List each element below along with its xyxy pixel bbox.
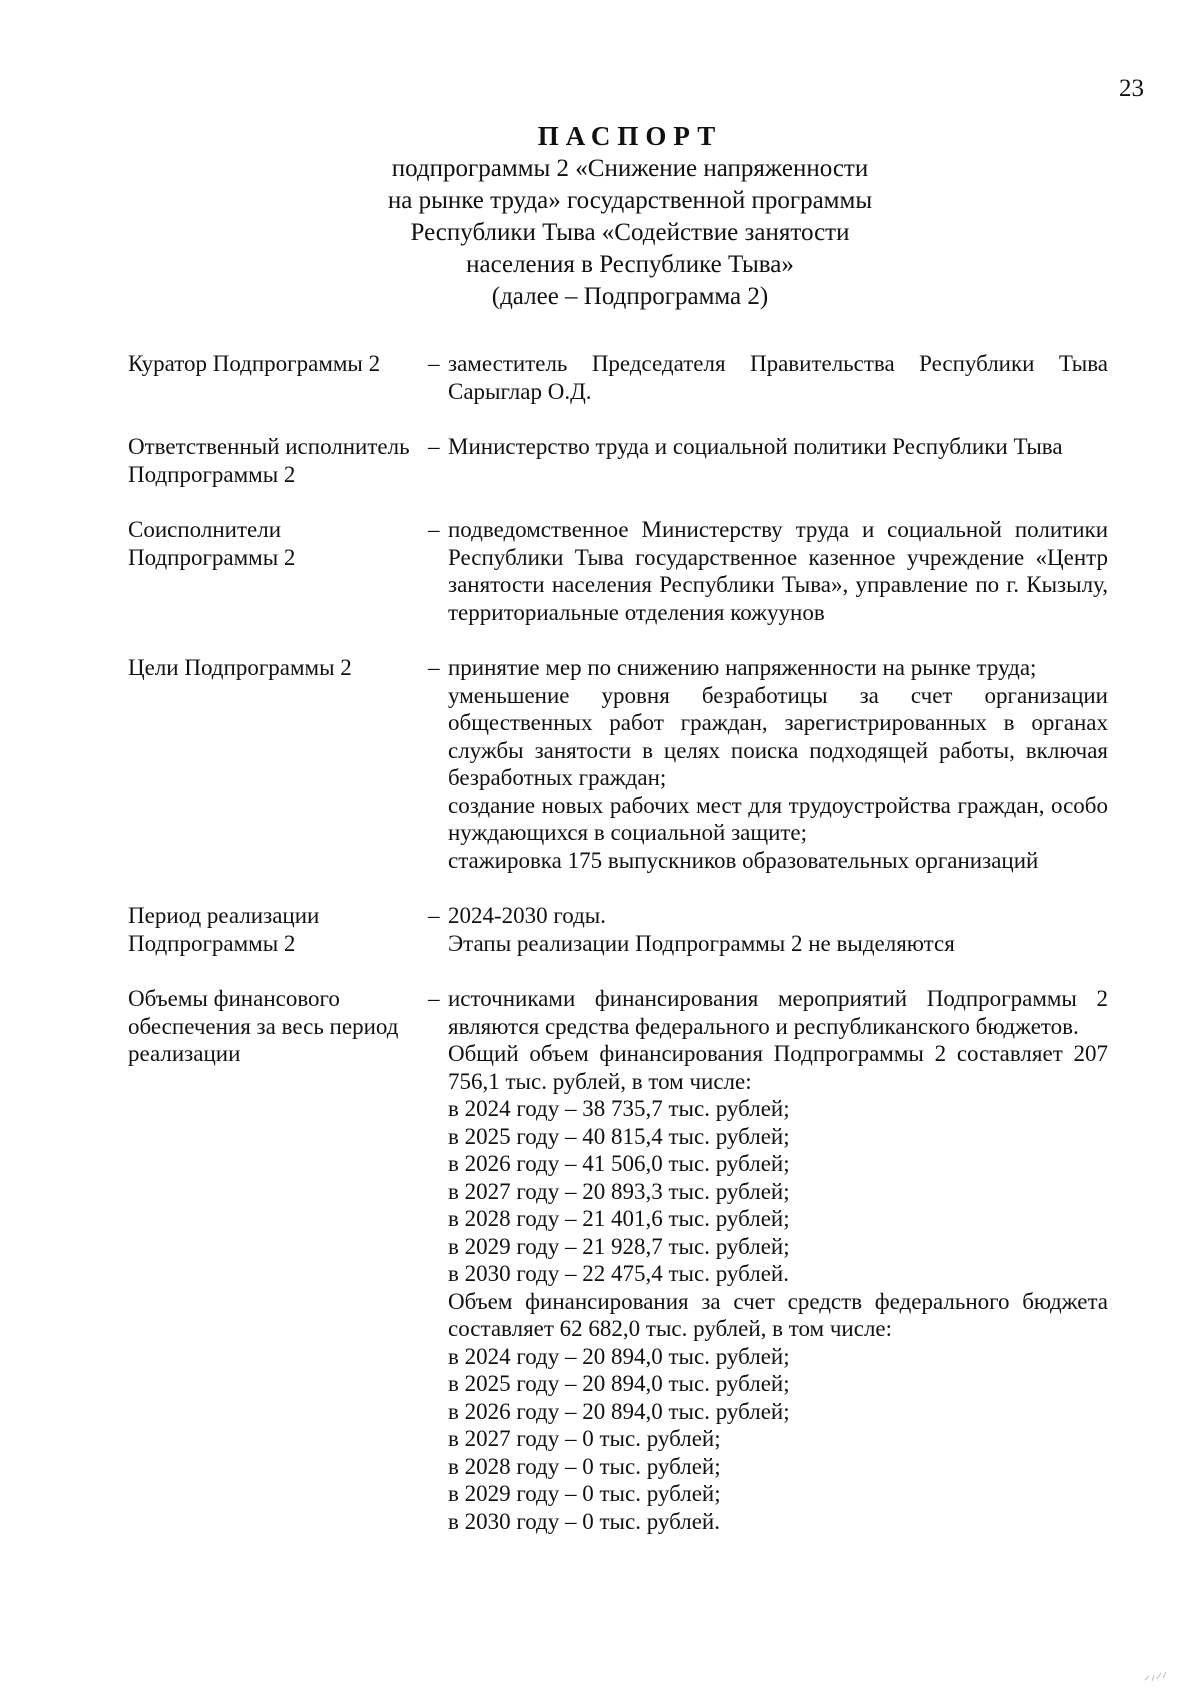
passport-row-responsible: [128, 433, 1128, 488]
row-paragraph: Министерство труда и социальной политики Республики Тыва: [448, 434, 1063, 459]
title-main: ПАСПОРТ: [537, 121, 723, 151]
row-paragraph: заместитель Председателя Правительства Республики Тыва Сарыглар О.Д.: [448, 351, 1108, 404]
row-dash: –: [428, 655, 440, 680]
row-paragraph: в 2028 году – 21 401,6 тыс. рублей;: [448, 1206, 790, 1231]
passport-row-co-executors: [128, 516, 1128, 626]
scan-mark-icon: [1142, 1667, 1170, 1683]
passport-table: [128, 350, 1128, 1563]
row-value: [448, 516, 1108, 626]
passport-row-period: [128, 902, 1128, 957]
title-line: (далее – Подпрограмма 2): [491, 283, 769, 310]
row-paragraph: создание новых рабочих мест для трудоустройства граждан, особо нуждающихся в социальной защите;: [448, 792, 1108, 845]
row-paragraph: в 2029 году – 21 928,7 тыс. рублей;: [448, 1233, 790, 1259]
row-paragraph: в 2024 году – 20 894,0 тыс. рублей;: [448, 1343, 790, 1369]
row-label: Объемы финансового обеспечения за весь период реализации: [128, 986, 399, 1066]
row-label: Соисполнители Подпрограммы 2: [128, 517, 296, 570]
row-paragraph: в 2024 году – 38 735,7 тыс. рублей;: [448, 1096, 790, 1121]
row-paragraph: в 2025 году – 20 894,0 тыс. рублей;: [448, 1371, 790, 1396]
row-paragraph: в 2026 году – 41 506,0 тыс. рублей;: [448, 1151, 790, 1176]
row-paragraph: в 2028 году – 0 тыс. рублей;: [448, 1453, 721, 1479]
title-line: населения в Республике Тыва»: [466, 251, 794, 278]
title-line: подпрограммы 2 «Снижение напряженности: [391, 155, 869, 182]
row-dash: –: [428, 434, 440, 459]
row-paragraph: стажировка 175 выпускников образовательных организаций: [448, 847, 1039, 873]
row-paragraph: в 2025 году – 40 815,4 тыс. рублей;: [448, 1123, 790, 1149]
row-paragraph: источниками финансирования мероприятий Подпрограммы 2 являются средства федерального и республиканского бюджетов.: [448, 986, 1108, 1039]
row-paragraph: Объем финансирования за счет средств федерального бюджета составляет 62 682,0 тыс. рублей, в том числе:: [448, 1288, 1108, 1341]
row-value: [448, 902, 1108, 957]
row-value: [448, 654, 1108, 874]
row-value: [448, 433, 1108, 488]
passport-row-curator: [128, 350, 1128, 405]
row-paragraph: 2024-2030 годы.: [448, 903, 607, 928]
row-paragraph: подведомственное Министерству труда и социальной политики Республики Тыва государственное казенное учреждение «Центр занятости населения Республики Тыва», управление по г. Кызылу, территориальные отделения кожуунов: [448, 517, 1108, 625]
row-label: Куратор Подпрограммы 2: [128, 351, 381, 376]
row-paragraph: в 2026 году – 20 894,0 тыс. рублей;: [448, 1398, 790, 1424]
row-dash: –: [428, 517, 440, 542]
row-value: [448, 350, 1108, 405]
title-line: на рынке труда» государственной программы: [387, 187, 873, 214]
row-paragraph: Общий объем финансирования Подпрограммы 2 составляет 207 756,1 тыс. рублей, в том числе:: [448, 1041, 1108, 1094]
title-line: Республики Тыва «Содействие занятости: [410, 219, 850, 246]
row-paragraph: Этапы реализации Подпрограммы 2 не выделяются: [448, 930, 955, 956]
row-dash: –: [428, 351, 440, 376]
row-label: Цели Подпрограммы 2: [128, 655, 352, 680]
row-label: Ответственный исполнитель Подпрограммы 2: [128, 434, 410, 487]
document-title: [200, 120, 1060, 313]
row-paragraph: в 2027 году – 0 тыс. рублей;: [448, 1426, 721, 1451]
row-paragraph: в 2030 году – 22 475,4 тыс. рублей.: [448, 1261, 789, 1286]
row-paragraph: принятие мер по снижению напряженности на рынке труда;: [448, 655, 1037, 680]
row-dash: –: [428, 903, 440, 928]
passport-row-goals: [128, 654, 1128, 874]
row-dash: –: [428, 986, 440, 1011]
row-paragraph: в 2027 году – 20 893,3 тыс. рублей;: [448, 1178, 790, 1204]
row-paragraph: уменьшение уровня безработицы за счет организации общественных работ граждан, зарегистрированных в органах службы занятости в целях поиска подходящей работы, включая безработных граждан;: [448, 682, 1108, 790]
row-label: Период реализации Подпрограммы 2: [128, 903, 320, 956]
page-number: 23: [1119, 75, 1144, 102]
passport-row-financing: [128, 985, 1128, 1535]
row-value: [448, 985, 1108, 1535]
row-paragraph: в 2029 году – 0 тыс. рублей;: [448, 1481, 721, 1506]
row-paragraph: в 2030 году – 0 тыс. рублей.: [448, 1508, 720, 1534]
